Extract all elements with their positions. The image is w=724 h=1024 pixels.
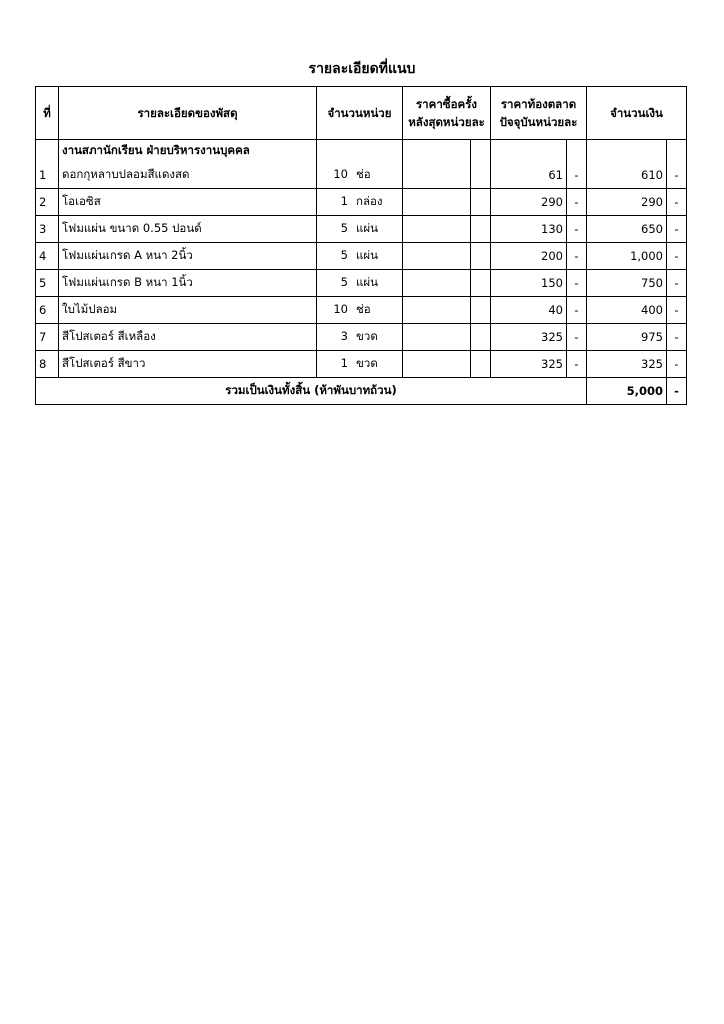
row-description: โฟมแผ่นเกรด A หนา 2นิ้ว <box>59 243 317 270</box>
row-market-price: 150 <box>491 270 567 297</box>
row-amount: 650 <box>587 216 667 243</box>
row-qty-value: 1 <box>340 194 348 208</box>
row-amount: 400 <box>587 297 667 324</box>
header-last-price <box>403 87 491 140</box>
row-last-price <box>403 243 471 270</box>
row-qty-value: 1 <box>340 356 348 370</box>
row-unit: ช่อ <box>356 302 371 316</box>
row-amount-dash: - <box>667 297 687 324</box>
table-row <box>36 189 687 216</box>
row-qty-value: 10 <box>333 302 348 316</box>
row-market-dash: - <box>567 189 587 216</box>
row-no: 6 <box>36 297 59 324</box>
row-last-price <box>403 216 471 243</box>
row-amount-dash: - <box>667 189 687 216</box>
row-quantity <box>317 162 403 189</box>
row-quantity <box>317 189 403 216</box>
row-unit: แผ่น <box>356 275 379 289</box>
table-row <box>36 351 687 378</box>
total-amount: 5,000 <box>587 378 667 405</box>
row-market-dash: - <box>567 324 587 351</box>
row-description: ดอกกุหลาบปลอมสีแดงสด <box>59 162 317 189</box>
row-unit: แผ่น <box>356 248 379 262</box>
row-description: โฟมแผ่นเกรด B หนา 1นิ้ว <box>59 270 317 297</box>
row-no: 7 <box>36 324 59 351</box>
header-market-price-line1: ราคาท้องตลาด <box>500 97 577 111</box>
row-market-dash: - <box>567 270 587 297</box>
row-market-price: 325 <box>491 324 567 351</box>
row-amount-dash: - <box>667 216 687 243</box>
row-last-price <box>403 297 471 324</box>
row-market-price: 40 <box>491 297 567 324</box>
total-label: รวมเป็นเงินทั้งสิ้น (ห้าพันบาทถ้วน) <box>36 378 587 405</box>
total-row <box>36 378 687 405</box>
row-no: 8 <box>36 351 59 378</box>
row-market-dash: - <box>567 162 587 189</box>
header-market-price-line2: ปัจจุบันหน่วยละ <box>499 115 578 129</box>
row-unit: ขวด <box>356 329 378 343</box>
row-unit: กล่อง <box>356 194 383 208</box>
row-unit: แผ่น <box>356 221 379 235</box>
row-amount: 290 <box>587 189 667 216</box>
row-amount-dash: - <box>667 243 687 270</box>
row-market-price: 290 <box>491 189 567 216</box>
table-row <box>36 243 687 270</box>
row-no: 2 <box>36 189 59 216</box>
row-qty-value: 5 <box>340 248 348 262</box>
row-last-price-dash <box>471 297 491 324</box>
row-last-price-dash <box>471 189 491 216</box>
row-amount: 750 <box>587 270 667 297</box>
row-description: สีโปสเตอร์ สีเหลือง <box>59 324 317 351</box>
row-quantity <box>317 297 403 324</box>
row-last-price-dash <box>471 270 491 297</box>
row-no: 5 <box>36 270 59 297</box>
header-quantity: จำนวนหน่วย <box>317 87 403 140</box>
row-last-price <box>403 351 471 378</box>
row-last-price-dash <box>471 351 491 378</box>
row-amount-dash: - <box>667 270 687 297</box>
row-amount-dash: - <box>667 324 687 351</box>
row-no: 4 <box>36 243 59 270</box>
row-quantity <box>317 351 403 378</box>
row-amount-dash: - <box>667 162 687 189</box>
row-market-dash: - <box>567 297 587 324</box>
row-last-price-dash <box>471 162 491 189</box>
row-amount: 325 <box>587 351 667 378</box>
row-market-price: 325 <box>491 351 567 378</box>
row-description: โฟมแผ่น ขนาด 0.55 ปอนด์ <box>59 216 317 243</box>
row-qty-value: 5 <box>340 221 348 235</box>
table-row <box>36 324 687 351</box>
header-description: รายละเอียดของพัสดุ <box>59 87 317 140</box>
row-market-price: 61 <box>491 162 567 189</box>
row-no: 1 <box>36 162 59 189</box>
table-row <box>36 297 687 324</box>
row-qty-value: 5 <box>340 275 348 289</box>
row-quantity <box>317 216 403 243</box>
table-row <box>36 270 687 297</box>
document-title: รายละเอียดที่แนบ <box>308 61 416 77</box>
row-description: สีโปสเตอร์ สีขาว <box>59 351 317 378</box>
row-last-price <box>403 270 471 297</box>
row-unit: ช่อ <box>356 167 371 181</box>
header-market-price <box>491 87 587 140</box>
row-market-price: 130 <box>491 216 567 243</box>
row-description: โอเอซิส <box>59 189 317 216</box>
header-row <box>36 87 687 140</box>
table-row <box>36 162 687 189</box>
header-last-price-line2: หลังสุดหน่วยละ <box>408 115 485 129</box>
row-amount: 975 <box>587 324 667 351</box>
row-amount: 1,000 <box>587 243 667 270</box>
row-last-price-dash <box>471 324 491 351</box>
row-last-price <box>403 189 471 216</box>
row-quantity <box>317 243 403 270</box>
section-title: งานสภานักเรียน ฝ่ายบริหารงานบุคคล <box>59 140 317 163</box>
row-last-price-dash <box>471 216 491 243</box>
row-amount-dash: - <box>667 351 687 378</box>
row-market-dash: - <box>567 243 587 270</box>
header-amount: จำนวนเงิน <box>587 87 687 140</box>
row-last-price-dash <box>471 243 491 270</box>
row-market-price: 200 <box>491 243 567 270</box>
header-no: ที่ <box>36 87 59 140</box>
row-qty-value: 10 <box>333 167 348 181</box>
table-row <box>36 216 687 243</box>
header-last-price-line1: ราคาซื้อครั้ง <box>416 97 477 111</box>
row-market-dash: - <box>567 351 587 378</box>
row-description: ใบไม้ปลอม <box>59 297 317 324</box>
row-quantity <box>317 324 403 351</box>
row-no: 3 <box>36 216 59 243</box>
row-last-price <box>403 324 471 351</box>
total-dash: - <box>667 378 687 405</box>
row-unit: ขวด <box>356 356 378 370</box>
row-qty-value: 3 <box>340 329 348 343</box>
row-market-dash: - <box>567 216 587 243</box>
items-table <box>35 86 687 405</box>
row-quantity <box>317 270 403 297</box>
section-row <box>36 140 687 163</box>
row-last-price <box>403 162 471 189</box>
row-amount: 610 <box>587 162 667 189</box>
